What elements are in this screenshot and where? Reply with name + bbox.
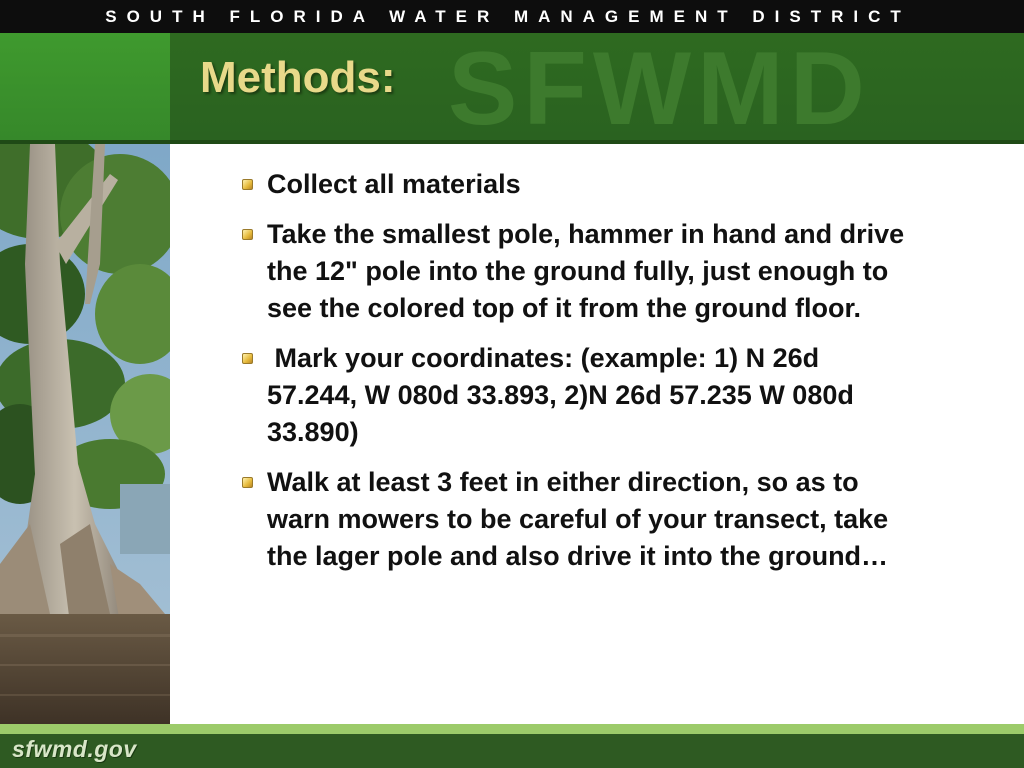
list-item-text: Mark your coordinates: (example: 1) N 26d 57.244, W 080d 33.893, 2)N 26d 57.235 W 080d 33.890) (267, 343, 862, 447)
footer-logo (0, 734, 170, 768)
header-band (0, 33, 1024, 140)
top-banner (0, 0, 1024, 33)
bullet-icon (242, 477, 253, 488)
list-item (240, 216, 910, 327)
header-left-block (0, 33, 170, 140)
list-item (240, 340, 910, 451)
methods-list (240, 166, 910, 575)
sfwmd-gov-logo: sfwmd.gov (12, 736, 137, 762)
list-item (240, 166, 910, 203)
content-area (240, 166, 910, 588)
bullet-icon (242, 353, 253, 364)
organization-name: SOUTH FLORIDA WATER MANAGEMENT DISTRICT (105, 6, 911, 26)
list-item-text: Take the smallest pole, hammer in hand and drive the 12" pole into the ground fully, just enough to see the colored top of it from the ground floor. (267, 219, 905, 323)
cypress-tree-photo (0, 144, 170, 724)
list-item (240, 464, 910, 575)
page-title: Methods: (200, 53, 396, 102)
list-item-text: Collect all materials (267, 169, 521, 199)
bullet-icon (242, 229, 253, 240)
list-item-text: Walk at least 3 feet in either direction, so as to warn mowers to be careful of your transect, take the lager pole and also drive it into the ground… (267, 467, 889, 571)
footer-stripe (0, 724, 1024, 734)
footer (0, 734, 1024, 768)
bullet-icon (242, 179, 253, 190)
sfwmd-watermark: SFWMD (448, 33, 871, 140)
